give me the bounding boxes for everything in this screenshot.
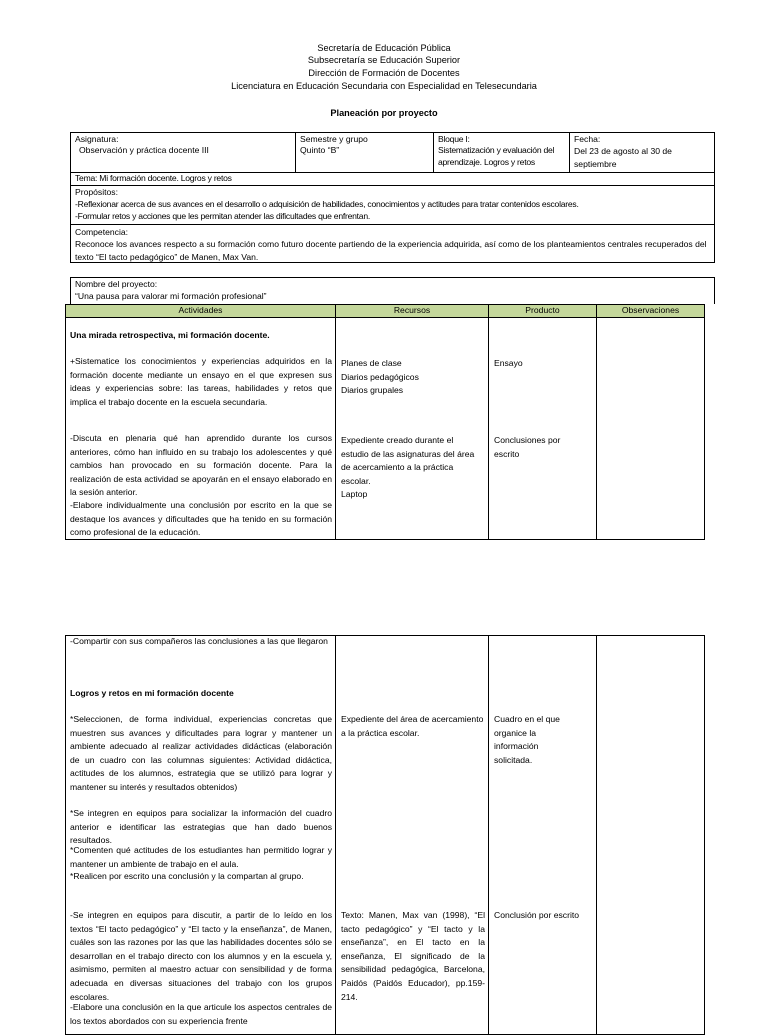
table1-resource-2 bbox=[341, 434, 481, 502]
proyecto-value: “Una pausa para valorar mi formación profesional” bbox=[75, 290, 267, 301]
bloque-label: Bloque I: bbox=[438, 134, 470, 144]
table2-activity-0: -Compartir con sus compañeros las conclusiones a las que llegaron bbox=[70, 636, 328, 646]
proposito-2: -Formular retos y acciones que les permitan atender las dificultades que enfrentan. bbox=[75, 210, 370, 221]
resource-expediente: Expediente creado durante el estudio de las asignaturas del área de acercamiento a la práctica escolar. bbox=[341, 435, 475, 486]
table2-product-2: Conclusión por escrito bbox=[494, 910, 580, 920]
column-header-actividades: Actividades bbox=[65, 304, 336, 318]
asignatura-cell bbox=[70, 132, 296, 173]
table2-observaciones-cell bbox=[596, 635, 705, 1035]
table2-product-1: Cuadro en el que organice la información solicitada. bbox=[494, 714, 560, 765]
fecha-cell bbox=[569, 132, 715, 173]
bloque-cell bbox=[433, 132, 570, 173]
table1-activity-2: -Discuta en plenaria qué han aprendido durante los cursos anteriores, cómo han influido en su trabajo los adolescentes y qué cambios han provocado en su formación docente. Para la realización de esta actividad se apoyarán en el ensayo elaborado en la sesión anterior. bbox=[70, 433, 332, 498]
table2-activity-1: *Seleccionen, de forma individual, experiencias concretas que muestren sus avances y dificultades para lograr y mantener un ambiente adecuado al realizar actividades didácticas (elaboración de un cuadro con las columnas siguientes: Actividad didáctica, actitudes de los alumnos, estrategia que se utilizó para lograr y mantener su interés y resultados obtenidos) bbox=[70, 714, 332, 792]
header-line-2: Subsecretaría se Educación Superior bbox=[307, 55, 461, 65]
competencia-value: Reconoce los avances respecto a su formación como futuro docente partiendo de la experiencia adquirida, así como de los planteamientos centrales recuperados del texto “El tacto pedagógico” de Manen, Max Van. bbox=[75, 239, 707, 262]
table2-activity-3: *Comenten qué actitudes de los estudiantes han permitido lograr y mantener un ambiente de trabajo en el aula. bbox=[70, 845, 332, 869]
resource-laptop: Laptop bbox=[341, 489, 368, 500]
asignatura-label: Asignatura: bbox=[75, 134, 119, 144]
table2-producto-cell bbox=[488, 635, 597, 1035]
proyecto-cell bbox=[70, 277, 715, 304]
proyecto-label: Nombre del proyecto: bbox=[75, 279, 158, 289]
table2-activity-4: *Realicen por escrito una conclusión y la compartan al grupo. bbox=[70, 871, 304, 881]
table1-producto-cell bbox=[488, 317, 597, 540]
column-header-recursos: Recursos bbox=[335, 304, 489, 318]
page-title: Planeación por proyecto bbox=[330, 108, 438, 118]
semestre-cell bbox=[295, 132, 434, 173]
fecha-value: Del 23 de agosto al 30 de septiembre bbox=[574, 146, 672, 169]
table1-product-2: Conclusiones por escrito bbox=[494, 435, 561, 459]
table2-activity-2: *Se integren en equipos para socializar la información del cuadro anterior e identificar las estrategias que han dado buenos resultados. bbox=[70, 808, 332, 846]
resource-diarios-pedagogicos: Diarios pedagógicos bbox=[341, 371, 419, 382]
propositos-cell bbox=[70, 185, 715, 225]
column-header-producto: Producto bbox=[488, 304, 597, 318]
table1-resource-1 bbox=[341, 357, 485, 398]
bloque-value: Sistematización y evaluación del aprendizaje. Logros y retos bbox=[438, 145, 555, 167]
table1-observaciones-cell bbox=[596, 317, 705, 540]
table1-recursos-cell bbox=[335, 317, 489, 540]
resource-planes: Planes de clase bbox=[341, 358, 402, 368]
header-line-4: Licenciatura en Educación Secundaria con Especialidad en Telesecundaria bbox=[231, 81, 537, 91]
table2-resource-1: Expediente del área de acercamiento a la práctica escolar. bbox=[341, 714, 484, 738]
table2-heading: Logros y retos en mi formación docente bbox=[70, 688, 234, 698]
semestre-label: Semestre y grupo bbox=[300, 134, 368, 144]
competencia-cell bbox=[70, 224, 715, 263]
tema-cell bbox=[70, 172, 715, 186]
table2-activity-6: -Elabore una conclusión en la que articule los aspectos centrales de los textos abordados con su experiencia frente bbox=[70, 1002, 332, 1026]
asignatura-value: Observación y práctica docente III bbox=[79, 145, 209, 156]
table1-activity-1: +Sistematice los conocimientos y experiencias adquiridos en la formación docente mediante un ensayo en el que expresen sus ideas y experiencias sobre: las tareas, habilidades y retos que implica el trabajo docente en la escuela secundaria. bbox=[70, 356, 332, 407]
column-header-observaciones: Observaciones bbox=[596, 304, 705, 318]
table1-activity-3: -Elabore individualmente una conclusión por escrito en la que se destaque los avances y dificultades que ha tenido en su formación como profesional de la educación. bbox=[70, 500, 332, 538]
tema-value: Tema: Mi formación docente. Logros y retos bbox=[75, 173, 232, 183]
propositos-label: Propósitos: bbox=[75, 187, 118, 197]
header-line-3: Dirección de Formación de Docentes bbox=[308, 68, 460, 78]
table1-heading: Una mirada retrospectiva, mi formación docente. bbox=[70, 330, 270, 340]
resource-diarios-grupales: Diarios grupales bbox=[341, 385, 404, 396]
competencia-label: Competencia: bbox=[75, 227, 129, 237]
semestre-value: Quinto “B” bbox=[300, 145, 340, 156]
header-line-1: Secretaría de Educación Pública bbox=[317, 43, 451, 53]
table2-resource-2: Texto: Manen, Max van (1998), “El tacto pedagógico” y “El tacto y la enseñanza”, en El tacto en la enseñanza, El significado de la sensibilidad pedagógica, Barcelona, Paidós (Paidós Educador), pp.159-214. bbox=[341, 910, 485, 1002]
table2-activity-5: -Se integren en equipos para discutir, a partir de lo leído en los textos “El tacto pedagógico” y “El tacto y la enseñanza”, de Manen, cuáles son las razones por las que las habilidades docentes sólo se desarrollan en el trabajo directo con los alumnos y en la escuela y, asimismo, permiten al maestro actuar con sensibilidad y de forma adecuada en diversas situaciones del trabajo con los grupos escolares. bbox=[70, 910, 332, 1002]
fecha-label: Fecha: bbox=[574, 134, 601, 144]
table1-product-1: Ensayo bbox=[494, 358, 523, 368]
proposito-1: -Reflexionar acerca de sus avances en el desarrollo o adquisición de habilidades, conocimientos y actitudes para tratar contenidos escolares. bbox=[75, 198, 579, 209]
